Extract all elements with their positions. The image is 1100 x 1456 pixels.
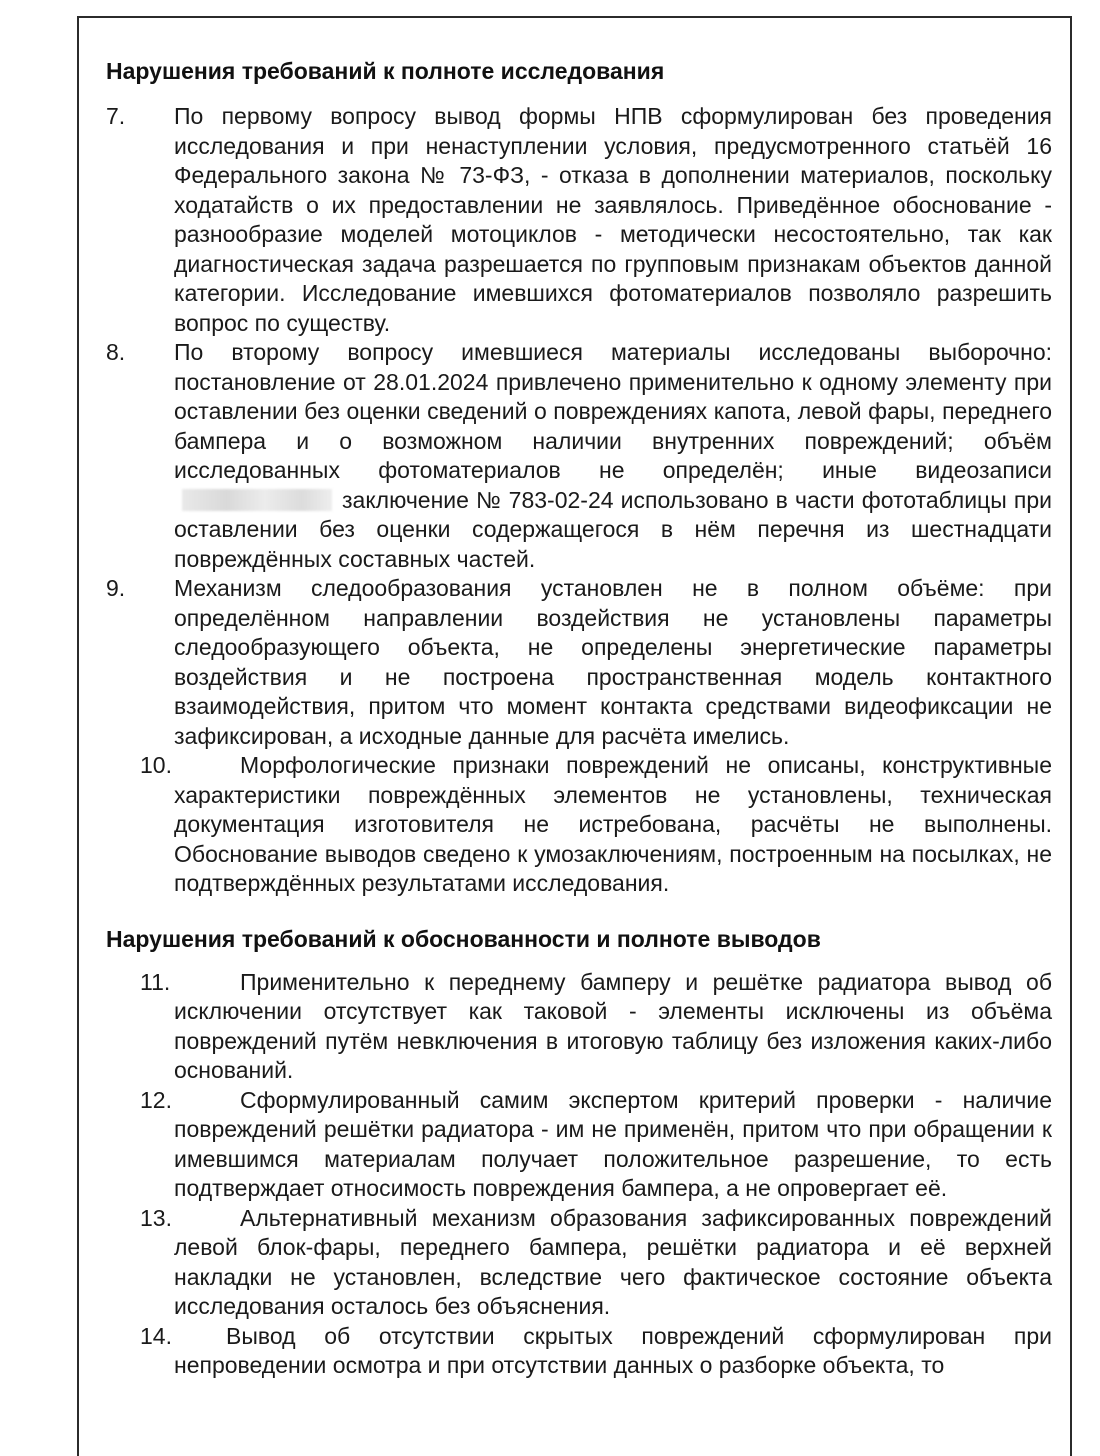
list-item-7 — [106, 102, 1052, 338]
item-text: Вывод об отсутствии скрытых повреждений сформулирован при непроведении осмотра и при отсутствии данных о разборке объекта, то — [174, 1322, 1052, 1378]
item-text: По первому вопросу вывод формы НПВ сформулирован без проведения исследования и при ненаступлении условия, предусмотренного статьёй 16 Федерального закона № 73-ФЗ, - отказа в дополнении материалов, поскольку ходатайств о их предоставлении не заявлялось. Приведённое обоснование - разнообразие моделей мотоциклов - методически несостоятельно, так как диагностическая задача разрешается по групповым признакам объектов данной категории. Исследование имевшихся фотоматериалов позволяло разрешить вопрос по существу. — [174, 103, 1052, 336]
redacted-blur — [182, 489, 332, 511]
item-text: Применительно к переднему бамперу и решётке радиатора вывод об исключении отсутствует как таковой - элементы исключены из объёма повреждений путём невключения в итоговую таблицу без изложения каких-либо оснований. — [174, 968, 1052, 1083]
item-text-part-b: заключение № 783-02-24 использовано в части фототаблицы при оставлении без оценки содержащегося в нём перечня из шестнадцати повреждённых составных частей. — [174, 486, 1052, 572]
item-number: 14. — [140, 1322, 172, 1349]
item-number: 12. — [140, 1086, 172, 1113]
item-text: Механизм следообразования установлен не в полном объёме: при определённом направлении воздействия не установлены параметры следообразующего объекта, не определены энергетические параметры воздействия и не построена пространственная модель контактного взаимодействия, притом что момент контакта средствами видеофиксации не зафиксирован, а исходные данные для расчёта имелись. — [174, 575, 1052, 749]
list-item-13 — [106, 1204, 1052, 1322]
list-item-14 — [106, 1322, 1052, 1381]
list-item-12 — [106, 1086, 1052, 1204]
item-text: Сформулированный самим экспертом критерий проверки - наличие повреждений решётки радиатора - им не применён, притом что при обращении к имевшимся материалам получает положительное разрешение, то есть подтверждает относимость повреждения бампера, а не опровергает её. — [174, 1086, 1052, 1201]
item-text-part-a: По второму вопросу имевшиеся материалы исследованы выборочно: постановление от 28.01.2024 привлечено применительно к одному элементу при оставлении без оценки сведений о повреждениях капота, левой фары, переднего бампера и о возможном наличии внутренних повреждений; объём исследованных фотоматериалов не определён; иные видеозаписи — [174, 339, 1052, 483]
item-number: 9. — [106, 575, 126, 601]
item-number: 7. — [106, 103, 126, 129]
list-item-11 — [106, 968, 1052, 1086]
list-item-8 — [106, 338, 1052, 574]
item-number: 13. — [140, 1204, 172, 1231]
list-item-9 — [106, 574, 1052, 751]
document-page — [77, 16, 1072, 1456]
item-number: 11. — [140, 968, 171, 995]
document-content — [106, 56, 1052, 1381]
item-number: 10. — [140, 752, 172, 778]
item-text: Альтернативный механизм образования зафиксированных повреждений левой блок-фары, переднего бампера, решётки радиатора и её верхней накладки не установлен, вследствие чего фактическое состояние объекта исследования осталось без объяснения. — [174, 1204, 1052, 1319]
item-text: Морфологические признаки повреждений не описаны, конструктивные характеристики повреждённых элементов не установлены, техническая документация изготовителя не истребована, расчёты не выполнены. Обоснование выводов сведено к умозаключениям, построенным на посылках, не подтверждённых результатами исследования. — [174, 752, 1052, 896]
section-title-conclusions: Нарушения требований к обоснованности и полноте выводов — [106, 925, 821, 952]
section-title-completeness: Нарушения требований к полноте исследования — [106, 58, 665, 84]
list-item-10 — [106, 751, 1052, 899]
item-number: 8. — [106, 339, 126, 365]
